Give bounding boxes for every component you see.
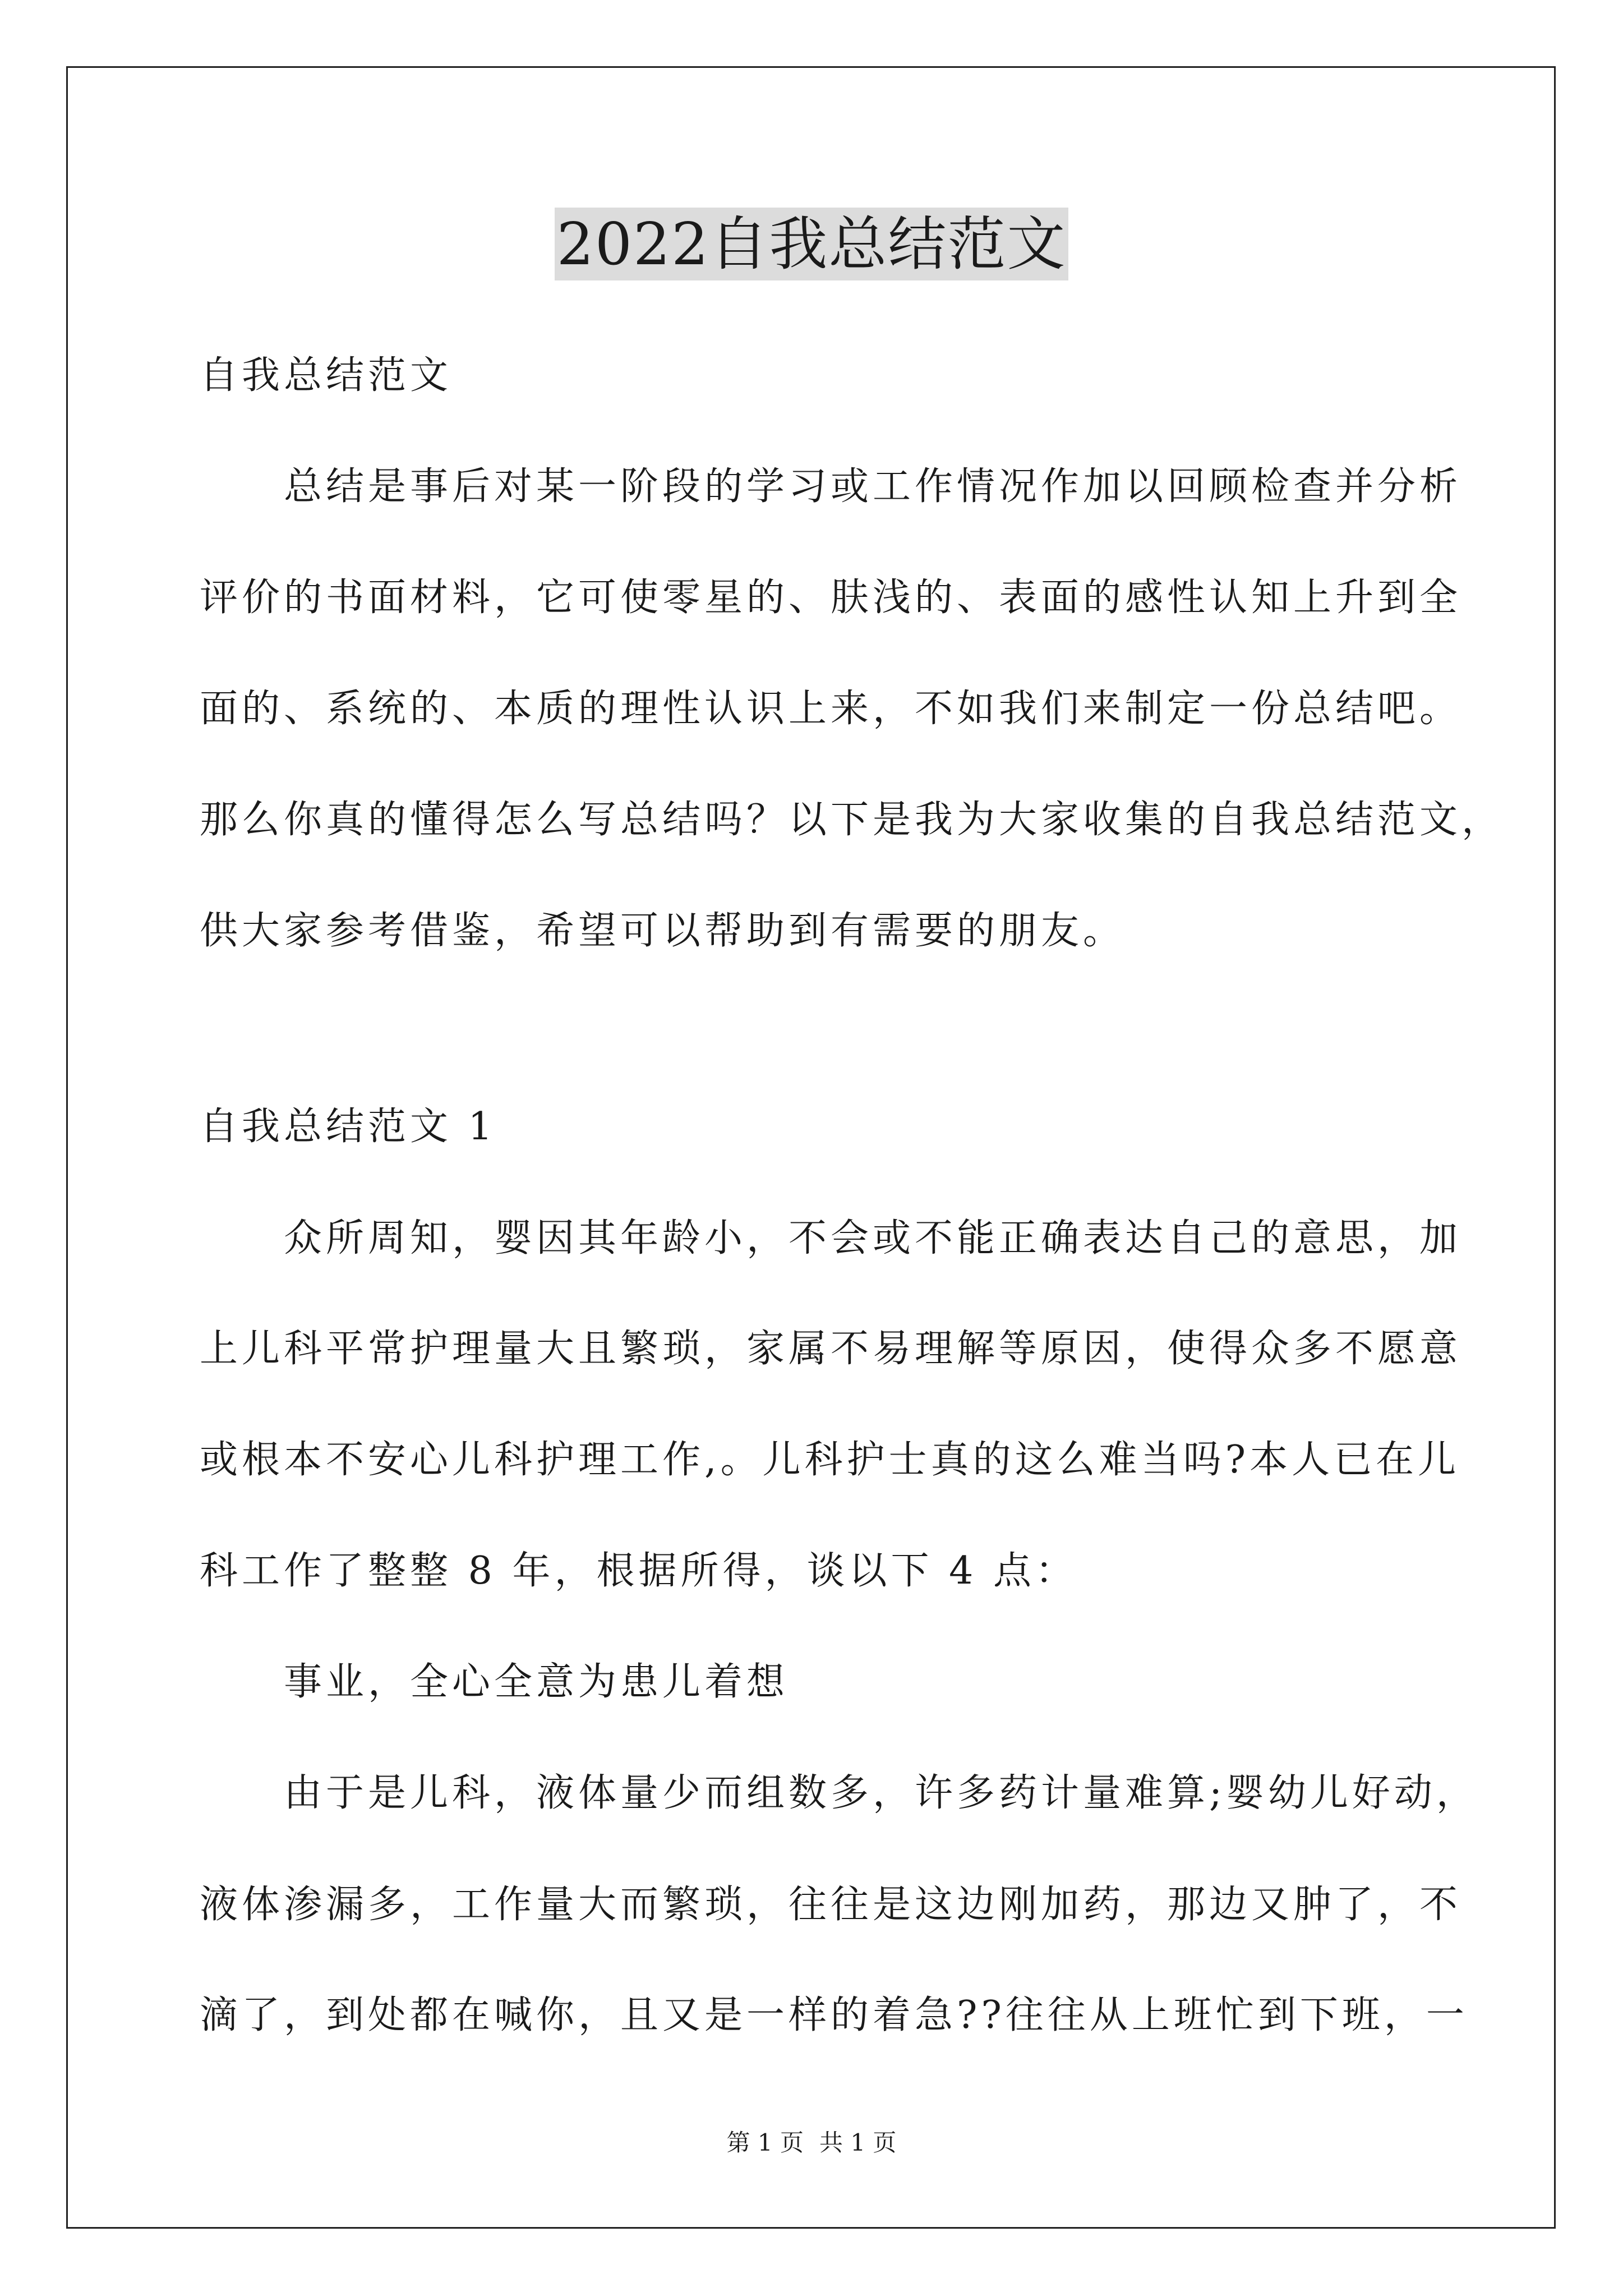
paragraph-line: 那么你真的懂得怎么写总结吗？以下是我为大家收集的自我总结范文， [200, 798, 1504, 842]
paragraph-line: 科工作了整整 8 年，根据所得，谈以下 4 点： [200, 1549, 1077, 1593]
subheading-line: 事业，全心全意为患儿着想 [200, 1660, 789, 1704]
paragraph-line: 滴了，到处都在喊你，且又是一样的着急??往往从上班忙到下班，一 [200, 1993, 1468, 2037]
page-footer [0, 2126, 1623, 2160]
paragraph-line: 或根本不安心儿科护理工作,。儿科护士真的这么难当吗?本人已在儿 [200, 1438, 1460, 1482]
title-container [0, 208, 1623, 280]
section-heading: 自我总结范文 1 [200, 1105, 496, 1149]
section-heading: 自我总结范文 [200, 353, 453, 398]
paragraph-line: 面的、系统的、本质的理性认识上来，不如我们来制定一份总结吧。 [200, 687, 1462, 731]
paragraph-line: 众所周知，婴因其年龄小，不会或不能正确表达自己的意思，加 [200, 1216, 1462, 1260]
page-number: 第 1 页 [726, 2129, 804, 2156]
paragraph-line: 液体渗漏多，工作量大而繁琐，往往是这边刚加药，那边又肿了，不 [200, 1883, 1462, 1927]
paragraph-line: 评价的书面材料，它可使零星的、肤浅的、表面的感性认知上升到全 [200, 576, 1462, 620]
paragraph-line: 由于是儿科，液体量少而组数多，许多药计量难算;婴幼儿好动， [200, 1771, 1478, 1815]
document-title: 2022自我总结范文 [555, 208, 1069, 280]
paragraph-line: 供大家参考借鉴，希望可以帮助到有需要的朋友。 [200, 909, 1126, 953]
paragraph-line: 总结是事后对某一阶段的学习或工作情况作加以回顾检查并分析 [200, 464, 1462, 509]
paragraph-line: 上儿科平常护理量大且繁琐，家属不易理解等原因，使得众多不愿意 [200, 1327, 1462, 1371]
page-total: 共 1 页 [819, 2129, 897, 2156]
